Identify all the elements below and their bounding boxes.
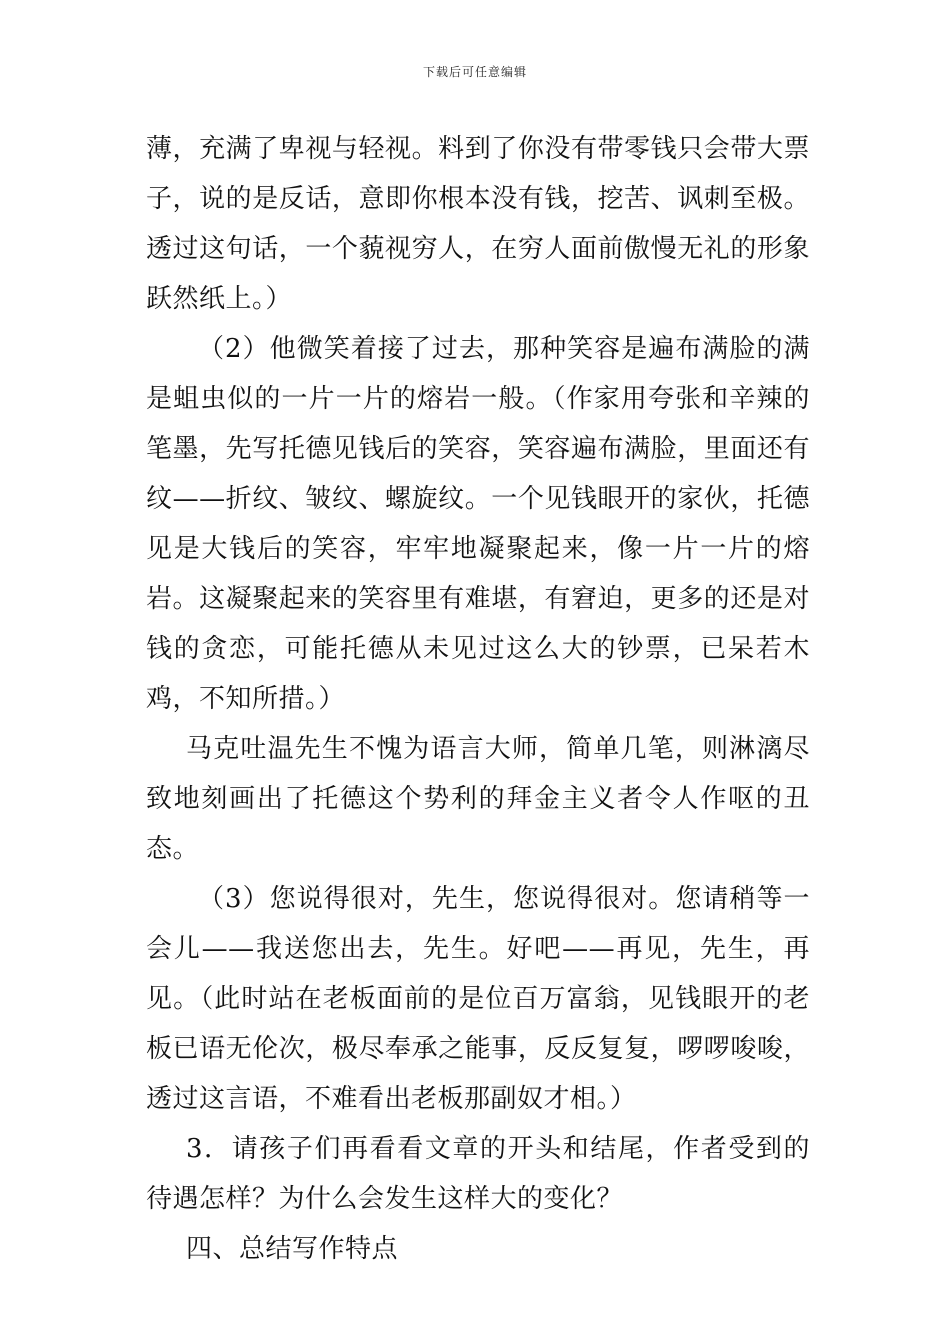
- paragraph-example-2: （2）他微笑着接了过去，那种笑容是遍布满脸的满是蛆虫似的一片一片的熔岩一般。（作家用夸张和辛辣的笔墨，先写托德见钱后的笑容，笑容遍布满脸，里面还有纹——折纹、皱纹、螺旋纹。一个见钱眼开的家伙，托德见是大钱后的笑容，牢牢地凝聚起来，像一片一片的熔岩。这凝聚起来的笑容里有难堪，有窘迫，更多的还是对钱的贪恋，可能托德从未见过这么大的钞票，已呆若木鸡，不知所措。）: [146, 334, 810, 714]
- paragraph-example-3: （3）您说得很对，先生，您说得很对。您请稍等一会儿——我送您出去，先生。好吧——再见，先生，再见。（此时站在老板面前的是位百万富翁，见钱眼开的老板已语无伦次，极尽奉承之能事，反反复复，啰啰唆唆，透过这言语，不难看出老板那副奴才相。）: [146, 884, 810, 1114]
- section-heading-summary: 四、总结写作特点: [186, 1234, 399, 1264]
- document-body: [146, 124, 810, 1274]
- paragraph-question-3: 3．请孩子们再看看文章的开头和结尾，作者受到的待遇怎样？为什么会发生这样大的变化？: [146, 1134, 810, 1214]
- paragraph-commentary: 马克吐温先生不愧为语言大师，简单几笔，则淋漓尽致地刻画出了托德这个势利的拜金主义者令人作呕的丑态。: [146, 734, 810, 864]
- paragraph-continuation: 薄，充满了卑视与轻视。料到了你没有带零钱只会带大票子，说的是反话，意即你根本没有钱，挖苦、讽刺至极。透过这句话，一个藐视穷人，在穷人面前傲慢无礼的形象跃然纸上。）: [146, 134, 810, 314]
- page-header: 下载后可任意编辑: [422, 65, 527, 79]
